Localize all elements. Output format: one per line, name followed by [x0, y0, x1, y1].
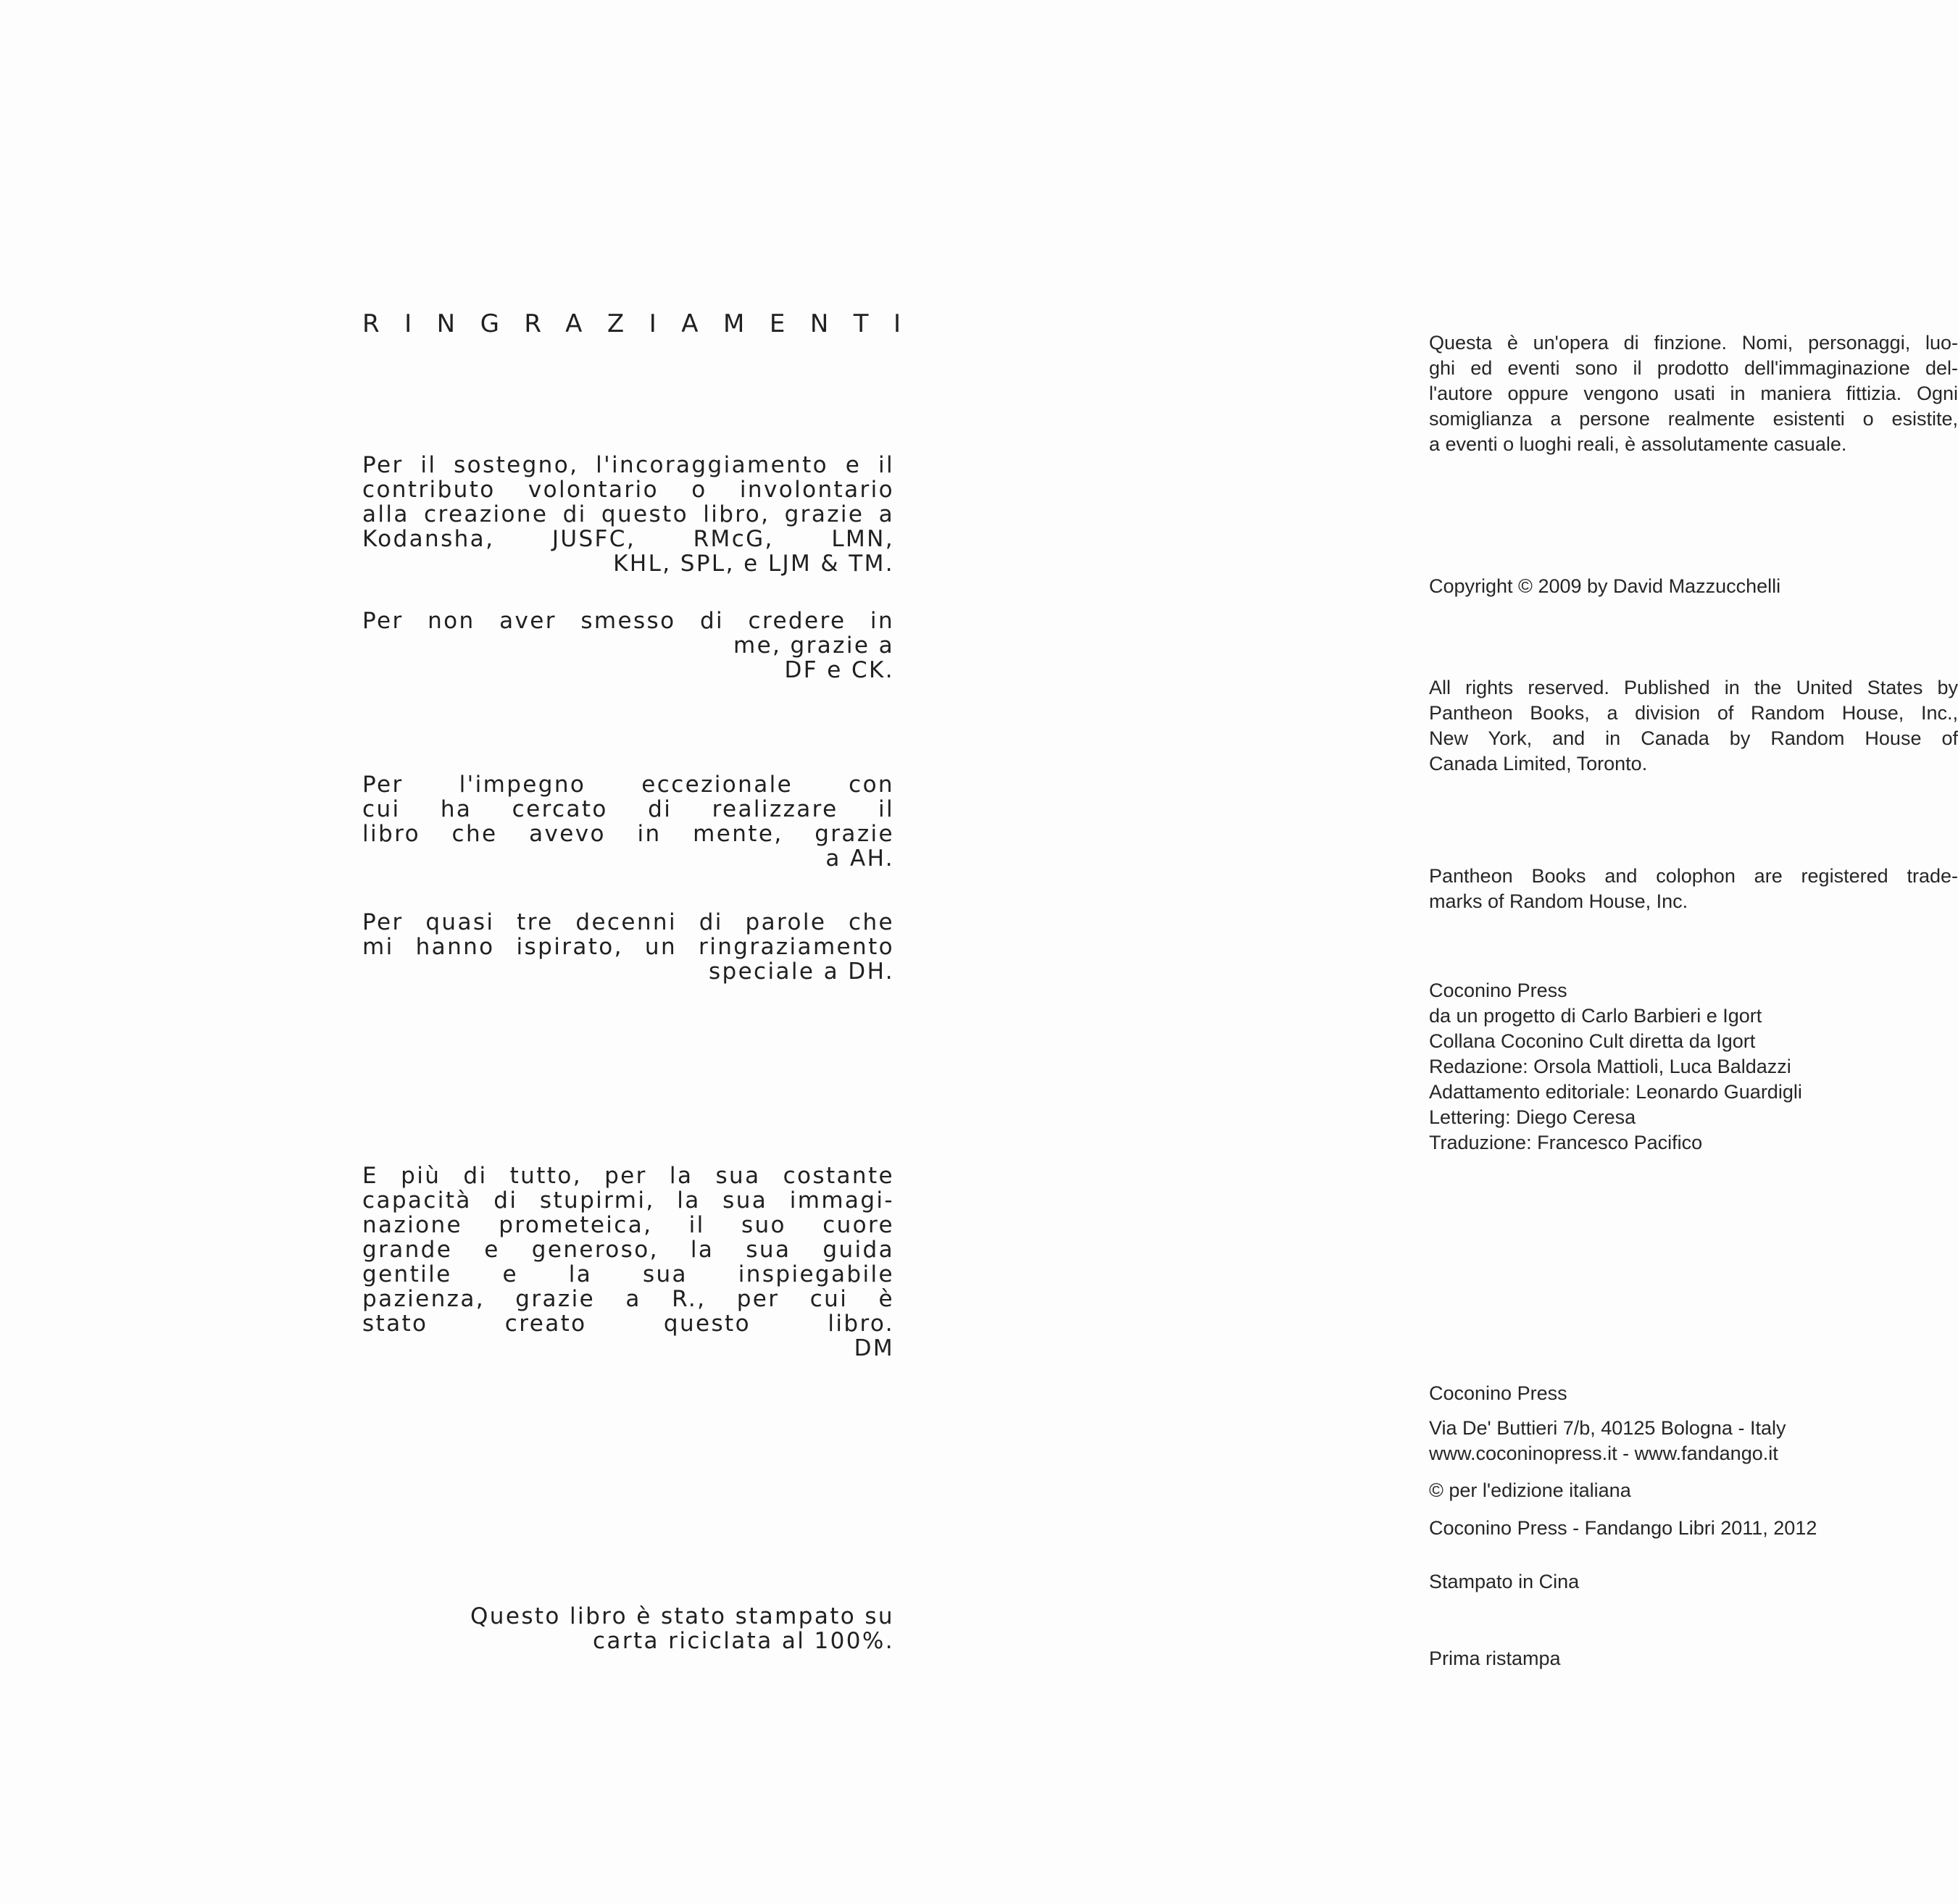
printed-in-text: Stampato in Cina: [1429, 1571, 1580, 1592]
edition-years-text: Coconino Press - Fandango Libri 2011, 2012: [1429, 1517, 1817, 1539]
ack-line: DF e CK.: [784, 657, 894, 683]
ack-line: Per non aver smesso di credere in: [362, 608, 894, 634]
ack-paragraph-dedication: [362, 1164, 894, 1361]
credit-line: Lettering: Diego Ceresa: [1429, 1106, 1636, 1128]
ack-line: Per l'impegno eccezionale con: [362, 772, 894, 798]
trademark-notice: [1429, 864, 1958, 914]
ack-paragraph-sponsors: [362, 453, 894, 576]
ack-line: carta riciclata al 100%.: [592, 1628, 894, 1654]
credit-line: Coconino Press: [1429, 980, 1567, 1001]
ack-line: Per il sostegno, l'incoraggiamento e il: [362, 452, 894, 478]
ack-line: contributo volontario o involontario: [362, 477, 894, 503]
ack-line: gentile e la sua inspiegabile: [362, 1261, 894, 1287]
ack-line: Kodansha, JUSFC, RMcG, LMN,: [362, 526, 894, 552]
ack-line: KHL, SPL, e LJM & TM.: [613, 551, 894, 577]
ack-line: mi hanno ispirato, un ringraziamento: [362, 934, 894, 960]
website-line: www.coconinopress.it - www.fandango.it: [1429, 1442, 1778, 1464]
ack-line: capacità di stupirmi, la sua immagi-: [362, 1187, 894, 1214]
ack-line: stato creato questo libro.: [362, 1311, 894, 1337]
copyright-line: [1429, 574, 1958, 599]
ack-line: me, grazie a: [733, 632, 894, 659]
acknowledgements-title: RINGRAZIAMENTI: [362, 309, 926, 338]
ack-line: Questo libro è stato stampato su: [470, 1603, 894, 1629]
rights-notice: [1429, 675, 1958, 777]
disclaimer-line: l'autore oppure vengono usati in maniera fittizia. Ogni: [1429, 383, 1958, 404]
credit-line: Redazione: Orsola Mattioli, Luca Baldazzi: [1429, 1056, 1791, 1077]
trademark-line: marks of Random House, Inc.: [1429, 890, 1688, 912]
printed-in: [1429, 1569, 1958, 1595]
ack-line: alla creazione di questo libro, grazie a: [362, 501, 894, 527]
printing-text: Prima ristampa: [1429, 1648, 1561, 1669]
ack-paragraph-inspiration: [362, 910, 894, 984]
ack-line: pazienza, grazie a R., per cui è: [362, 1286, 894, 1312]
ack-line: nazione prometeica, il suo cuore: [362, 1212, 894, 1238]
publisher-name: [1429, 1381, 1958, 1406]
ack-line: grande e generoso, la sua guida: [362, 1237, 894, 1263]
ack-paragraph-designer: [362, 772, 894, 871]
printing-run: [1429, 1646, 1958, 1671]
credit-line: Collana Coconino Cult diretta da Igort: [1429, 1030, 1756, 1052]
disclaimer-line: ghi ed eventi sono il prodotto dell'immaginazione del-: [1429, 357, 1958, 379]
credit-line: Traduzione: Francesco Pacifico: [1429, 1132, 1703, 1153]
ack-line: a AH.: [825, 845, 894, 872]
publisher-name-text: Coconino Press: [1429, 1382, 1567, 1404]
rights-line: Canada Limited, Toronto.: [1429, 753, 1648, 774]
publisher-address: [1429, 1416, 1958, 1466]
ack-line: E più di tutto, per la sua costante: [362, 1163, 894, 1189]
ack-line: libro che avevo in mente, grazie: [362, 821, 894, 847]
edition-rights: [1429, 1478, 1958, 1503]
trademark-line: Pantheon Books and colophon are registered trade-: [1429, 865, 1958, 887]
ack-paragraph-believers: [362, 609, 894, 682]
edition-rights-text: © per l'edizione italiana: [1429, 1479, 1631, 1501]
address-line: Via De' Buttieri 7/b, 40125 Bologna - Italy: [1429, 1417, 1786, 1439]
ack-line: speciale a DH.: [708, 959, 894, 985]
ack-line: cui ha cercato di realizzare il: [362, 796, 894, 822]
fiction-disclaimer: [1429, 330, 1958, 457]
disclaimer-line: somiglianza a persone realmente esistenti o esistite,: [1429, 408, 1958, 430]
rights-line: Pantheon Books, a division of Random House, Inc.,: [1429, 702, 1958, 724]
rights-line: New York, and in Canada by Random House of: [1429, 727, 1958, 749]
credit-line: Adattamento editoriale: Leonardo Guardigli: [1429, 1081, 1802, 1103]
publisher-credits: [1429, 978, 1958, 1156]
rights-line: All rights reserved. Published in the United States by: [1429, 677, 1958, 698]
disclaimer-line: Questa è un'opera di finzione. Nomi, personaggi, luo-: [1429, 332, 1958, 354]
disclaimer-line: a eventi o luoghi reali, è assolutamente casuale.: [1429, 433, 1847, 455]
copyright-text: Copyright © 2009 by David Mazzucchelli: [1429, 575, 1781, 597]
credit-line: da un progetto di Carlo Barbieri e Igort: [1429, 1005, 1762, 1027]
ack-signature: DM: [854, 1335, 894, 1361]
ack-line: Per quasi tre decenni di parole che: [362, 909, 894, 935]
edition-years: [1429, 1516, 1958, 1541]
ack-paragraph-recycled-paper: [362, 1604, 894, 1653]
